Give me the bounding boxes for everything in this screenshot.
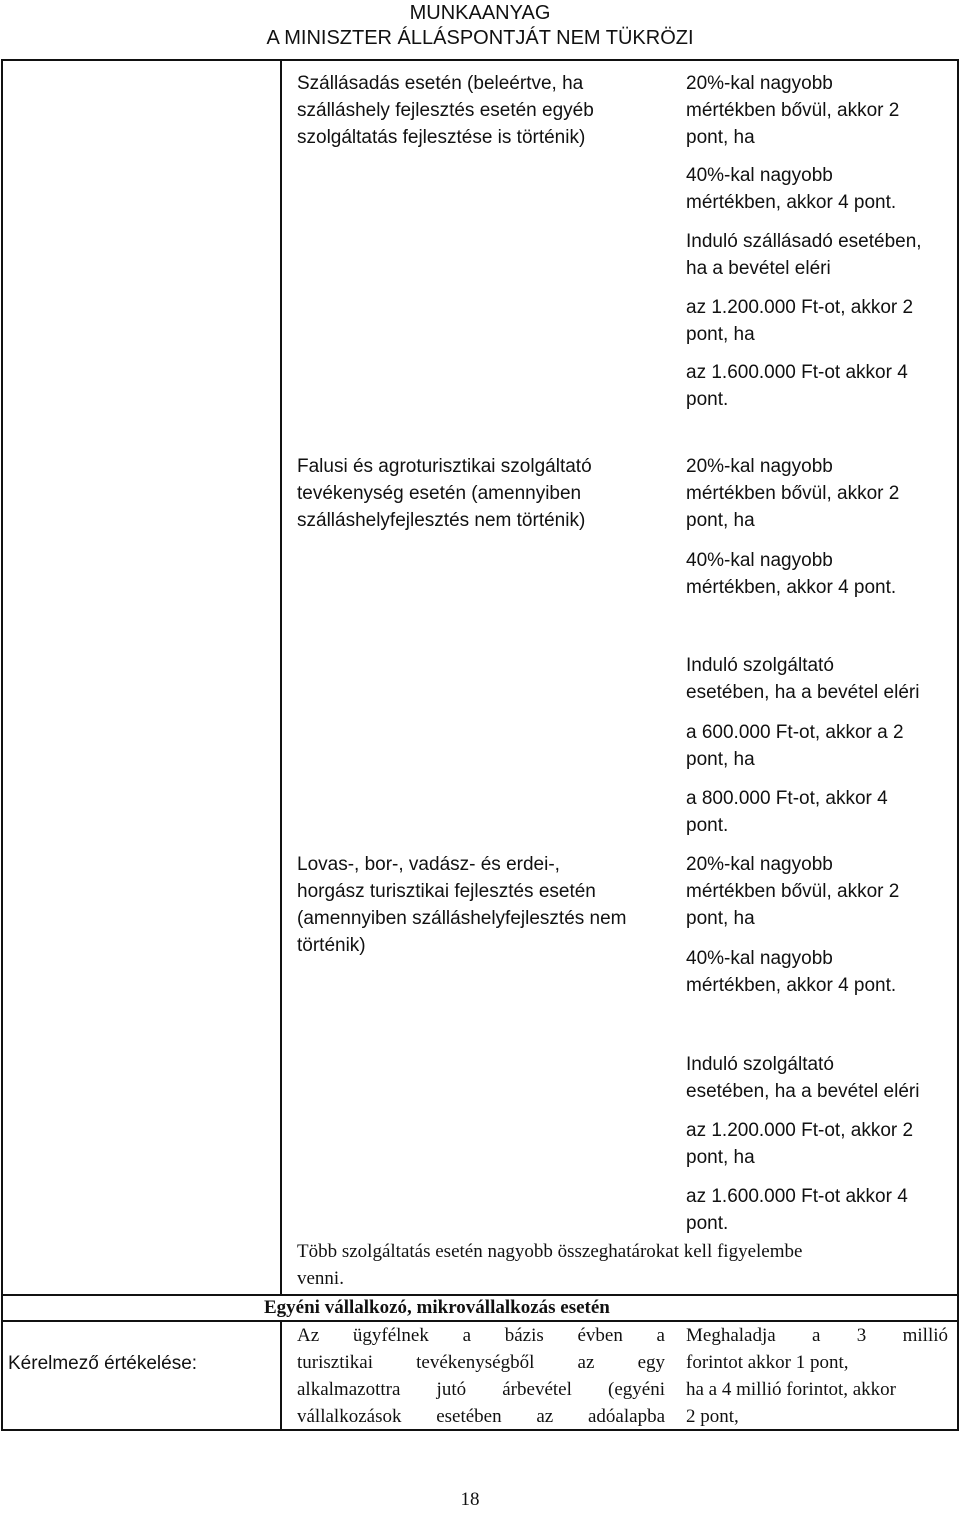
- section-1-right-line: 20%-kal nagyobb: [686, 73, 833, 94]
- section-1-left-line: Szállásadás esetén (beleértve, ha: [297, 73, 584, 94]
- section-3-right-line: mértékben, akkor 4 pont.: [686, 975, 897, 996]
- section-1-left-line: szolgáltatás fejlesztése is történik): [297, 127, 586, 148]
- section-3-right-p5: [686, 1183, 954, 1237]
- section-3-right-line: 20%-kal nagyobb: [686, 854, 833, 875]
- section-3-right-line: mértékben bővül, akkor 2: [686, 881, 900, 902]
- section-3-right-p2: [686, 945, 954, 999]
- section-3-right-p1: [686, 851, 954, 932]
- section-2-left-line: tevékenység esetén (amennyiben: [297, 483, 582, 504]
- header-line-1: MUNKAANYAG: [409, 2, 551, 24]
- section-3-left-line: horgász turisztikai fejlesztés esetén: [297, 881, 596, 902]
- section-2-left-text: [297, 453, 669, 534]
- table-left-border: [1, 59, 3, 1431]
- section-1-left-text: [297, 70, 669, 151]
- bottom-right-line: 2 pont,: [686, 1406, 739, 1427]
- section-3-left-line: (amennyiben szálláshelyfejlesztés nem: [297, 908, 627, 929]
- section-1-right-line: 40%-kal nagyobb: [686, 165, 833, 186]
- section-1-right-p2: [686, 162, 954, 216]
- section-3-right-line: az 1.200.000 Ft-ot, akkor 2: [686, 1120, 914, 1141]
- header-line-2: A MINISZTER ÁLLÁSPONTJÁT NEM TÜKRÖZI: [266, 27, 694, 49]
- section-2-right-line: esetében, ha a bevétel eléri: [686, 682, 920, 703]
- page-number: 18: [460, 1489, 480, 1510]
- bottom-right-line: forintot akkor 1 pont,: [686, 1352, 849, 1373]
- section-3-right-line: Induló szolgáltató: [686, 1054, 834, 1075]
- section-1-right-p4: [686, 294, 954, 348]
- section-2-right-line: Induló szolgáltató: [686, 655, 834, 676]
- section-1-right-line: pont.: [686, 389, 729, 410]
- bottom-right-text: [686, 1322, 948, 1430]
- section-2-right-p2: [686, 547, 954, 601]
- section-3-left-text: [297, 851, 669, 959]
- multiple-services-note: [297, 1238, 952, 1292]
- section-2-right-line: mértékben bővül, akkor 2: [686, 483, 900, 504]
- note-line: venni.: [297, 1268, 344, 1289]
- section-1-right-line: pont, ha: [686, 127, 755, 148]
- section-1-right-p1: [686, 70, 954, 151]
- section-1-right-line: Induló szállásadó esetében,: [686, 231, 922, 252]
- section-1-right-p5: [686, 359, 954, 413]
- section-2-right-line: a 800.000 Ft-ot, akkor 4: [686, 788, 888, 809]
- section-1-right-p3: [686, 228, 954, 282]
- column-divider-lower: [280, 1320, 282, 1431]
- subheading: Egyéni vállalkozó, mikrovállalkozás esetén: [264, 1297, 610, 1318]
- section-2-right-line: pont, ha: [686, 510, 755, 531]
- section-2-right-line: 20%-kal nagyobb: [686, 456, 833, 477]
- section-3-left-line: Lovas-, bor-, vadász- és erdei-,: [297, 854, 560, 875]
- column-divider-upper: [280, 59, 282, 1295]
- table-right-border: [957, 59, 959, 1431]
- bottom-left-line: turisztikai tevékenységből az egy: [297, 1352, 665, 1373]
- section-1-right-line: pont, ha: [686, 324, 755, 345]
- bottom-left-line: alkalmazottra jutó árbevétel (egyéni: [297, 1379, 665, 1400]
- section-2-right-p1: [686, 453, 954, 534]
- section-2-right-line: pont, ha: [686, 749, 755, 770]
- section-1-right-line: mértékben bővül, akkor 2: [686, 100, 900, 121]
- bottom-right-line: Meghaladja a 3 millió: [686, 1325, 948, 1346]
- bottom-left-line: Az ügyfélnek a bázis évben a: [297, 1325, 665, 1346]
- section-2-right-line: 40%-kal nagyobb: [686, 550, 833, 571]
- section-1-right-line: mértékben, akkor 4 pont.: [686, 192, 897, 213]
- section-3-right-line: esetében, ha a bevétel eléri: [686, 1081, 920, 1102]
- section-3-right-p4: [686, 1117, 954, 1171]
- section-1-right-line: az 1.600.000 Ft-ot akkor 4: [686, 362, 908, 383]
- section-2-right-line: mértékben, akkor 4 pont.: [686, 577, 897, 598]
- section-3-right-line: pont, ha: [686, 908, 755, 929]
- note-line: Több szolgáltatás esetén nagyobb összeghatárokat kell figyelembe: [297, 1241, 803, 1262]
- section-1-left-line: szálláshely fejlesztés esetén egyéb: [297, 100, 594, 121]
- section-2-right-line: pont.: [686, 815, 729, 836]
- row-label: Kérelmező értékelése:: [8, 1353, 198, 1374]
- section-2-right-p5: [686, 785, 954, 839]
- bottom-right-line: ha a 4 millió forintot, akkor: [686, 1379, 897, 1400]
- section-3-right-line: 40%-kal nagyobb: [686, 948, 833, 969]
- section-3-right-p3: [686, 1051, 954, 1105]
- section-3-left-line: történik): [297, 935, 366, 956]
- section-2-left-line: szálláshelyfejlesztés nem történik): [297, 510, 586, 531]
- section-3-right-line: az 1.600.000 Ft-ot akkor 4: [686, 1186, 908, 1207]
- section-2-left-line: Falusi és agroturisztikai szolgáltató: [297, 456, 592, 477]
- bottom-left-line: vállalkozások esetében az adóalapba: [297, 1406, 665, 1427]
- section-3-right-line: pont.: [686, 1213, 729, 1234]
- section-3-right-line: pont, ha: [686, 1147, 755, 1168]
- section-2-right-p3: [686, 652, 954, 706]
- bottom-left-text: [297, 1322, 665, 1430]
- section-2-right-line: a 600.000 Ft-ot, akkor a 2: [686, 722, 904, 743]
- section-2-right-p4: [686, 719, 954, 773]
- section-1-right-line: az 1.200.000 Ft-ot, akkor 2: [686, 297, 914, 318]
- section-1-right-line: ha a bevétel eléri: [686, 258, 831, 279]
- table-top-border: [1, 59, 958, 61]
